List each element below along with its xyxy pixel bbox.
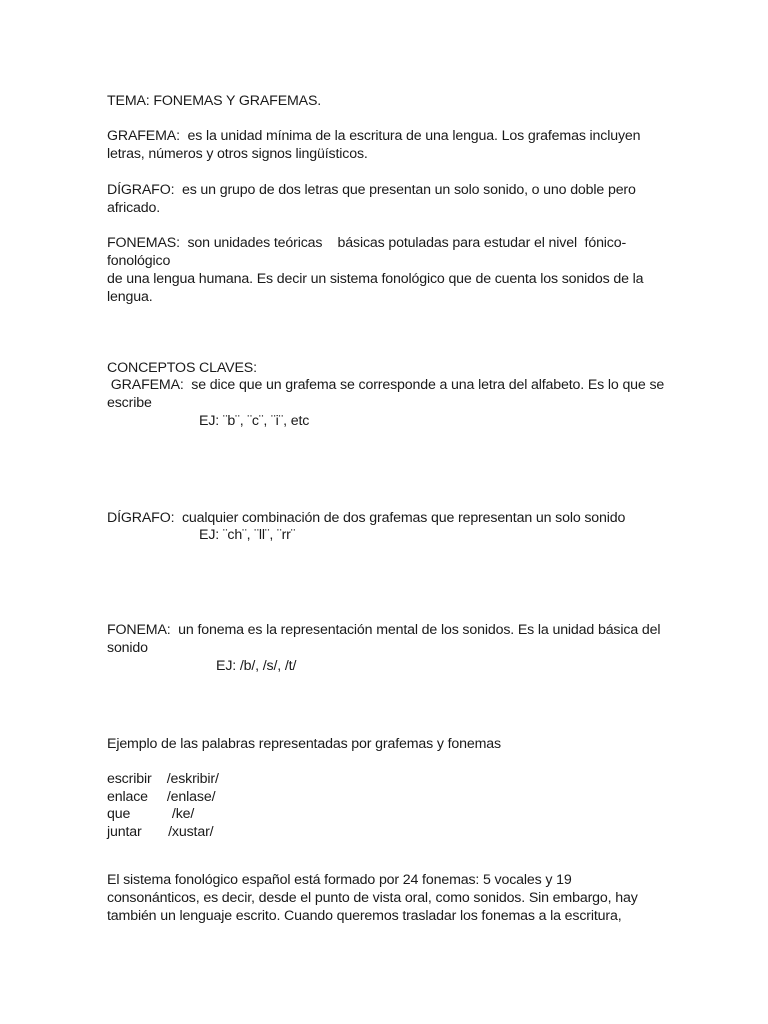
grafema-example: EJ: ¨b¨, ¨c¨, ¨i¨, etc xyxy=(199,413,310,429)
ejemplo-heading: Ejemplo de las palabras representadas por grafemas y fonemas xyxy=(107,736,501,752)
document-title: TEMA: FONEMAS Y GRAFEMAS. xyxy=(107,93,322,109)
grafema-concept-line-1: GRAFEMA: se dice que un grafema se corresponde a una letra del alfabeto. Es lo que se xyxy=(107,377,665,393)
closing-paragraph-line-1: El sistema fonológico español está formado por 24 fonemas: 5 vocales y 19 xyxy=(107,872,572,888)
grafema-definition-line-1: GRAFEMA: es la unidad mínima de la escritura de una lengua. Los grafemas incluyen xyxy=(107,128,641,144)
grafema-definition-line-2: letras, números y otros signos lingüísticos. xyxy=(107,146,368,162)
closing-paragraph-line-2: consonánticos, es decir, desde el punto de vista oral, como sonidos. Sin embargo, hay xyxy=(107,890,638,906)
word-example-juntar: juntar /xustar/ xyxy=(107,824,214,840)
fonemas-definition-line-1: FONEMAS: son unidades teóricas básicas potuladas para estudar el nivel fónico- xyxy=(107,235,627,251)
word-example-escribir: escribir /eskribir/ xyxy=(107,771,219,787)
digrafo-definition-line-2: africado. xyxy=(107,200,161,216)
digrafo-definition-line-1: DÍGRAFO: es un grupo de dos letras que presentan un solo sonido, o uno doble pero xyxy=(107,182,636,198)
word-example-que: que /ke/ xyxy=(107,806,195,822)
fonemas-definition-line-2: fonológico xyxy=(107,253,171,269)
fonema-example: EJ: /b/, /s/, /t/ xyxy=(216,658,297,674)
closing-paragraph-line-3: también un lenguaje escrito. Cuando queremos trasladar los fonemas a la escritura, xyxy=(107,908,622,924)
digrafo-example: EJ: ¨ch¨, ¨ll¨, ¨rr¨ xyxy=(199,527,296,543)
conceptos-heading: CONCEPTOS CLAVES: xyxy=(107,360,257,376)
fonemas-definition-line-4: lengua. xyxy=(107,289,153,305)
grafema-concept-line-2: escribe xyxy=(107,395,152,411)
fonemas-definition-line-3: de una lengua humana. Es decir un sistema fonológico que de cuenta los sonidos de la xyxy=(107,271,644,287)
fonema-concept-line-1: FONEMA: un fonema es la representación mental de los sonidos. Es la unidad básica del xyxy=(107,622,661,638)
digrafo-concept: DÍGRAFO: cualquier combinación de dos grafemas que representan un solo sonido xyxy=(107,510,626,526)
fonema-concept-line-2: sonido xyxy=(107,640,148,656)
word-example-enlace: enlace /enlase/ xyxy=(107,789,216,805)
